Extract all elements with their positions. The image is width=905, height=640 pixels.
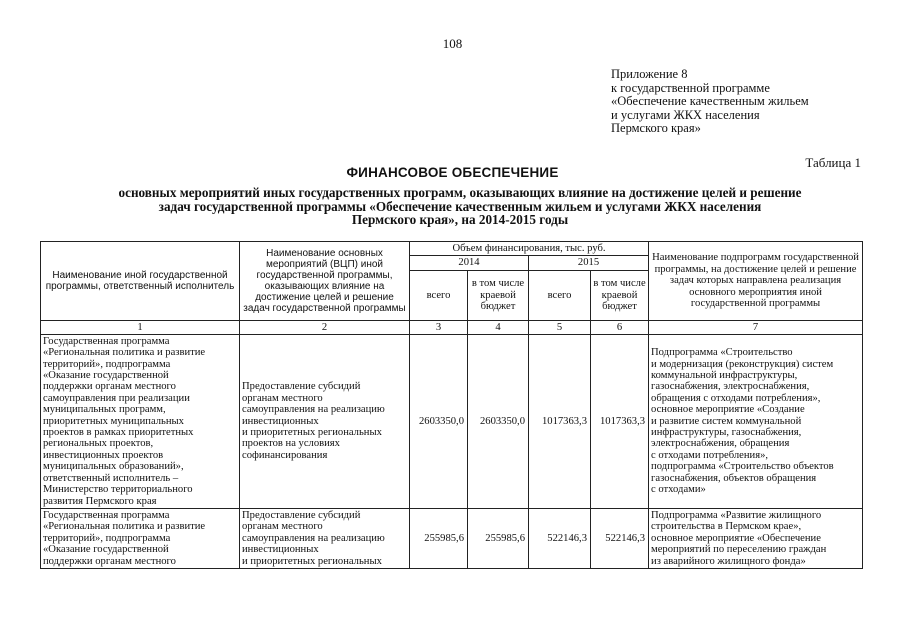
activity-line: органам местного xyxy=(242,392,323,404)
regional-2014-cell: 2603350,0 xyxy=(468,334,529,508)
column-number: 4 xyxy=(468,320,529,334)
table-label: Таблица 1 xyxy=(805,155,861,170)
subprogram-line: и модернизация (реконструкция) систем xyxy=(651,358,834,370)
program-line: «Оказание государственной xyxy=(43,370,169,382)
activity-line: инвестиционных xyxy=(242,415,319,427)
financing-table xyxy=(40,241,863,569)
subprogram-line: электроснабжения, обращения xyxy=(651,438,790,450)
column-number: 2 xyxy=(240,320,410,334)
program-line: Министерство территориального xyxy=(43,484,193,496)
subprogram-line: газоснабжения, объектов обращения xyxy=(651,472,817,484)
column-number: 6 xyxy=(591,320,649,334)
subtitle-line: основных мероприятий иных государственных программ, оказывающих влияние на достижение целей и решение xyxy=(118,185,802,200)
program-line: «Оказание государственной xyxy=(43,544,169,556)
total-2014-cell: 255985,6 xyxy=(410,508,468,568)
header-total-2015: всего xyxy=(529,270,591,320)
program-line: территорий», подпрограмма xyxy=(43,358,171,370)
subtitle-line: задач государственной программы «Обеспечение качественным жильем и услугами ЖКХ населения xyxy=(158,198,762,214)
header-year-2014: 2014 xyxy=(410,256,529,270)
subprogram-line: основное мероприятие «Обеспечение xyxy=(651,532,821,544)
document-title: ФИНАНСОВОЕ ОБЕСПЕЧЕНИЕ xyxy=(346,165,559,180)
activity-line: софинансирования xyxy=(242,449,328,461)
subprogram-line: Подпрограмма «Развитие жилищного xyxy=(651,509,822,521)
activity-line: Предоставление субсидий xyxy=(242,509,361,521)
total-2015-cell: 522146,3 xyxy=(529,508,591,568)
subprogram-line: строительства в Пермском крае», xyxy=(651,521,802,533)
activity-line: самоуправления на реализацию xyxy=(242,532,385,544)
activity-cell xyxy=(240,334,410,508)
appendix-line: Приложение 8 xyxy=(611,67,688,81)
total-2015-cell: 1017363,3 xyxy=(529,334,591,508)
subprogram-line: коммунальной инфраструктуры, xyxy=(651,370,798,382)
program-line: инвестиционных проектов xyxy=(43,449,164,461)
program-line: Государственная программа xyxy=(43,335,170,347)
header-regional-2014: в том числе краевой бюджет xyxy=(468,270,529,320)
subprogram-line: и развитие систем коммунальной xyxy=(651,415,802,427)
subprogram-line: с отходами» xyxy=(651,484,706,496)
column-number: 5 xyxy=(529,320,591,334)
program-line: Государственная программа xyxy=(43,509,170,521)
program-line: развития Пермского края xyxy=(43,495,157,507)
column-number: 7 xyxy=(649,320,863,334)
subprogram-line: мероприятий по переселению граждан xyxy=(651,544,827,556)
column-number: 1 xyxy=(41,320,240,334)
program-line: самоуправления при реализации xyxy=(43,392,190,404)
activity-line: и приоритетных региональных xyxy=(242,555,382,567)
header-funding: Объем финансирования, тыс. руб. xyxy=(410,242,649,256)
total-2014-cell: 2603350,0 xyxy=(410,334,468,508)
header-activity: Наименование основных мероприятий (ВЦП) иной государственной программы, оказывающих влияние на достижение целей и решение задач государственной программы xyxy=(240,242,410,321)
header-subprograms: Наименование подпрограмм государственной программы, на достижение целей и решение задач которых направлена реализация основного мероприятия иной государственной программы xyxy=(649,242,863,321)
subprograms-cell xyxy=(649,508,863,568)
program-line: поддержки органам местного xyxy=(43,555,176,567)
subprogram-line: с отходами потребления», xyxy=(651,449,769,461)
program-line: территорий», подпрограмма xyxy=(43,532,171,544)
program-line: поддержки органам местного xyxy=(43,381,176,393)
header-year-2015: 2015 xyxy=(529,256,649,270)
program-line: проектов в рамках приоритетных xyxy=(43,427,194,439)
appendix-note xyxy=(611,68,809,136)
document-subtitle xyxy=(60,186,860,227)
appendix-line: «Обеспечение качественным жильем xyxy=(611,94,809,108)
program-line: «Региональная политика и развитие xyxy=(43,521,206,533)
table-row xyxy=(41,508,863,568)
subprogram-line: из аварийного жилищного фонда» xyxy=(651,555,806,567)
program-cell xyxy=(41,334,240,508)
activity-line: инвестиционных xyxy=(242,544,319,556)
activity-line: проектов на условиях xyxy=(242,438,340,450)
program-line: ответственный исполнитель – xyxy=(43,472,179,484)
column-number: 3 xyxy=(410,320,468,334)
program-line: «Региональная политика и развитие xyxy=(43,347,206,359)
subprogram-line: основное мероприятие «Создание xyxy=(651,404,805,416)
regional-2015-cell: 1017363,3 xyxy=(591,334,649,508)
activity-line: самоуправления на реализацию xyxy=(242,404,385,416)
regional-2015-cell: 522146,3 xyxy=(591,508,649,568)
program-line: муниципальных программ, xyxy=(43,404,166,416)
activity-line: Предоставление субсидий xyxy=(242,381,361,393)
program-cell xyxy=(41,508,240,568)
subprogram-line: Подпрограмма «Строительство xyxy=(651,347,793,359)
table-row xyxy=(41,334,863,508)
subprogram-line: газоснабжения, электроснабжения, xyxy=(651,381,810,393)
activity-line: и приоритетных региональных xyxy=(242,427,382,439)
activity-cell xyxy=(240,508,410,568)
appendix-line: и услугами ЖКХ населения xyxy=(611,107,760,122)
subprogram-line: подпрограмма «Строительство объектов xyxy=(651,461,834,473)
program-line: приоритетных муниципальных xyxy=(43,415,184,427)
page-number: 108 xyxy=(442,36,463,51)
subprogram-line: инфраструктуры, газоснабжения, xyxy=(651,427,802,439)
appendix-line: к государственной программе xyxy=(611,80,770,95)
header-total-2014: всего xyxy=(410,270,468,320)
header-regional-2015: в том числе краевой бюджет xyxy=(591,270,649,320)
program-line: муниципальных образований», xyxy=(43,461,184,473)
subprograms-cell xyxy=(649,334,863,508)
subtitle-line: Пермского края», на 2014-2015 годы xyxy=(351,212,569,227)
program-line: региональных проектов, xyxy=(43,438,154,450)
subprogram-line: обращения с отходами потребления», xyxy=(651,392,821,404)
regional-2014-cell: 255985,6 xyxy=(468,508,529,568)
header-program: Наименование иной государственной программы, ответственный исполнитель xyxy=(41,242,240,321)
activity-line: органам местного xyxy=(242,521,323,533)
appendix-line: Пермского края» xyxy=(611,121,701,135)
